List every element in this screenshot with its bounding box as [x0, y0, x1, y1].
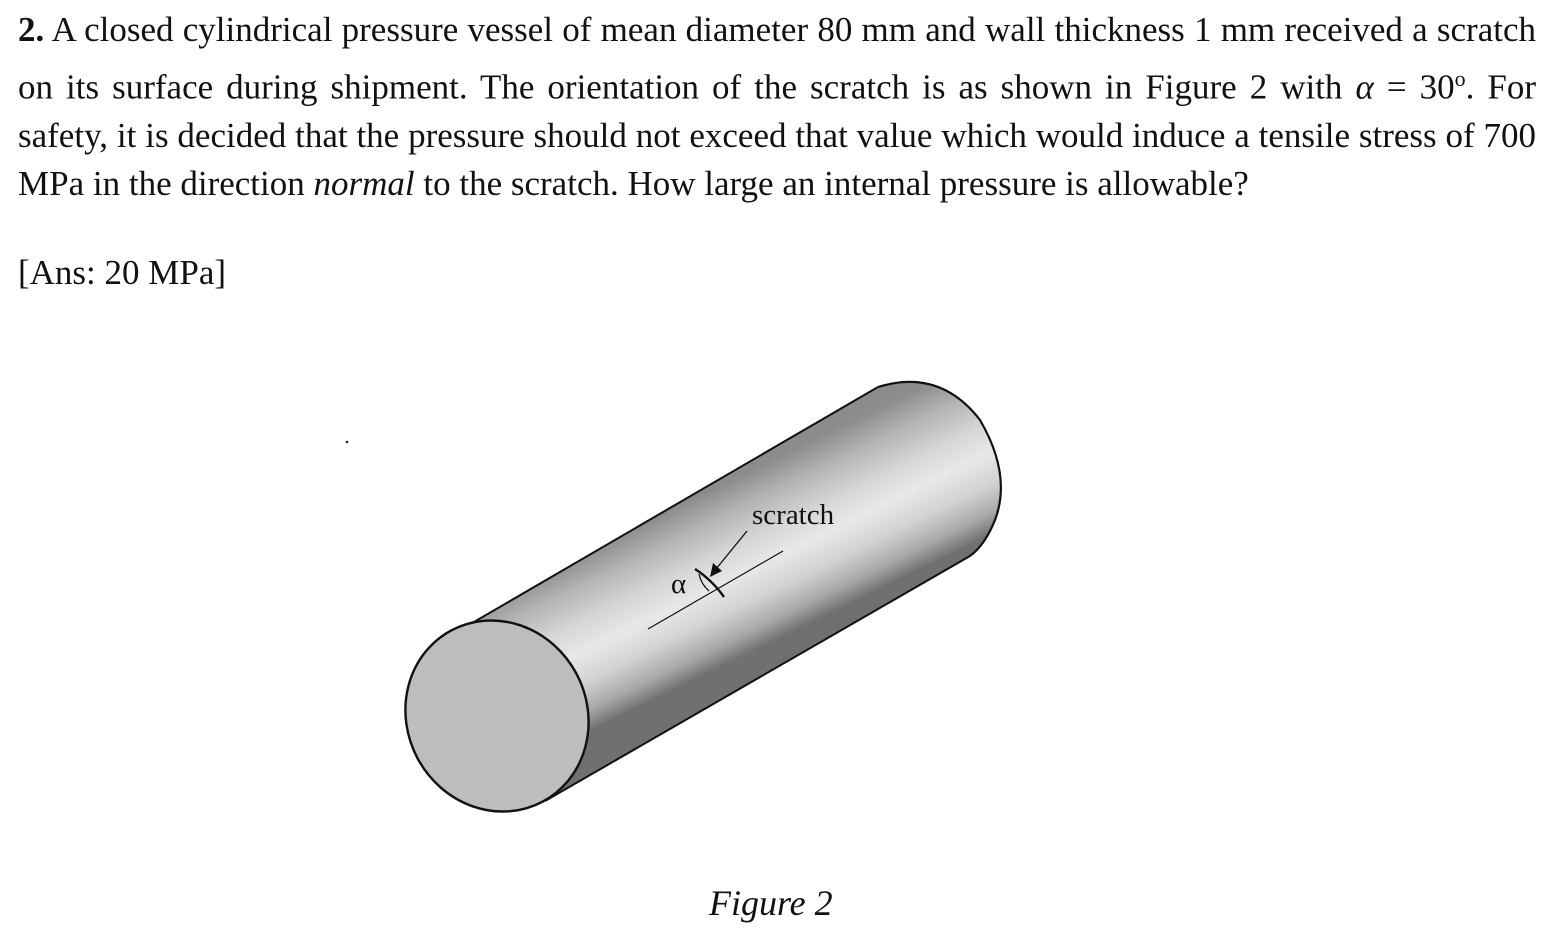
equals-sign: = [1373, 67, 1420, 107]
degree-mark: o [1454, 65, 1466, 91]
alpha-angle-label: α [671, 568, 687, 600]
problem-text-part1: A closed cylindrical pressure vessel of mean diameter 80 mm and wall thickness 1 mm received a scratch on its surface during shipment. The orientation of the scratch is as shown in Figure 2 with [18, 10, 1536, 107]
alpha-value: 30 [1419, 67, 1455, 107]
figure-caption: Figure 2 [709, 883, 833, 923]
alpha-symbol: α [1355, 67, 1374, 107]
scratch-label: scratch [752, 499, 835, 531]
answer-text: [Ans: 20 MPa] [18, 253, 227, 292]
problem-number: 2. [18, 10, 45, 49]
stray-dot [346, 441, 349, 444]
emphasis-normal: normal [313, 164, 415, 204]
problem-text-part3: to the scratch. How large an internal pressure is allowable? [414, 164, 1249, 204]
problem-text-part2: . For safety, it is decided that the pressure should not exceed that value which would induce a tensile stress of 700 MPa in the direction [18, 67, 1536, 204]
